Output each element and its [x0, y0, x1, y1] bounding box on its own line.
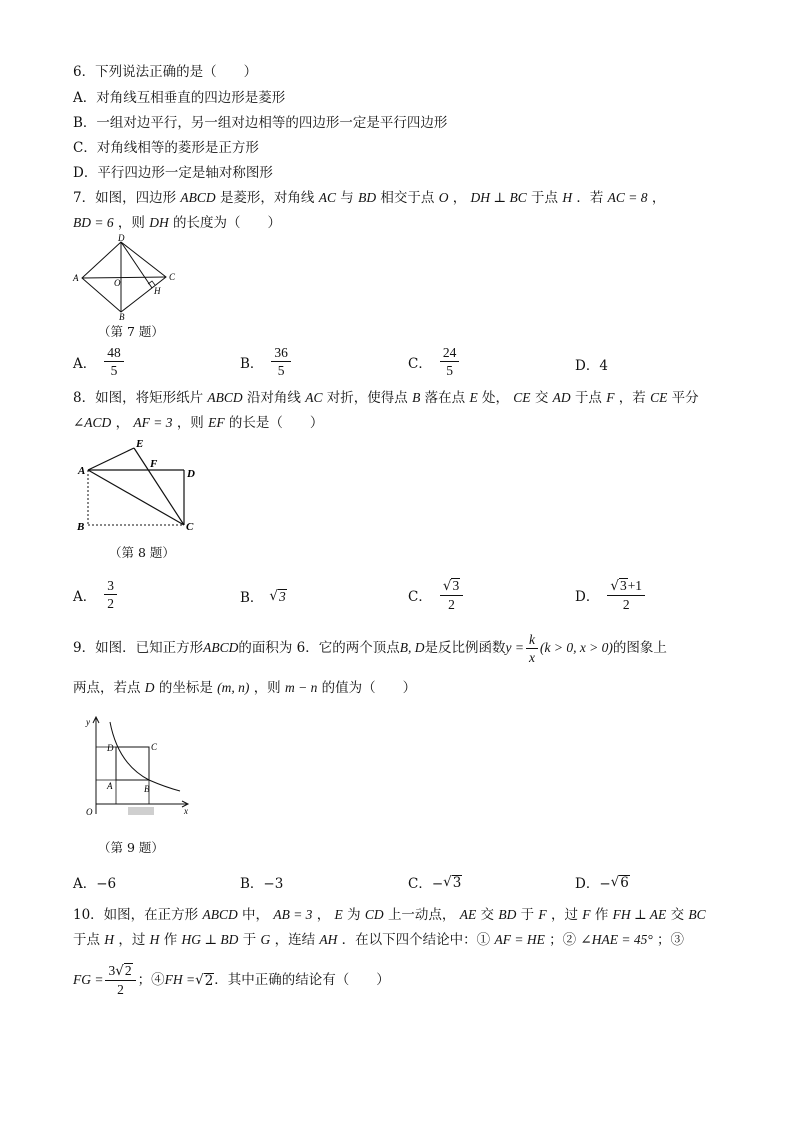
q6-option-c: C．对角线相等的菱形是正方形: [73, 140, 259, 156]
q10-text: 于: [242, 932, 257, 948]
q8-math: CE: [513, 390, 531, 405]
q7-option-b-fraction: [271, 345, 291, 378]
q10-text: 交: [670, 907, 685, 923]
q9-label-o: O: [86, 807, 93, 817]
q7-option-a-fraction: [104, 345, 124, 378]
fraction-numerator: 48: [104, 345, 124, 362]
q7-option-d: D．4: [575, 358, 608, 374]
q10-text: ，过: [550, 907, 578, 923]
q9-stem-line1: [73, 632, 667, 664]
q8-math: B: [412, 390, 421, 405]
q10-stem-line3: [73, 960, 390, 1000]
q10-math: H: [149, 932, 160, 947]
radicand: 2: [124, 963, 132, 978]
q7-stem-line1: [73, 188, 665, 208]
q10-math: AF = HE: [494, 932, 545, 947]
q10-text: ．其中正确的结论有（ ）: [214, 972, 390, 988]
radicand: 3: [619, 578, 627, 593]
q6-stem: 6．下列说法正确的是（ ）: [73, 64, 258, 80]
sqrt-sign: √: [269, 588, 279, 604]
q7-math: H: [562, 190, 573, 205]
q8-option-d-fraction: [607, 578, 645, 612]
q7-option-b: [240, 345, 293, 378]
q9-math: (k > 0, x > 0): [539, 640, 613, 655]
q7-math: ABCD: [180, 190, 216, 205]
q9-text: 两点，若点: [73, 680, 141, 696]
q9-label-a: A: [107, 781, 113, 791]
fraction-numerator: [440, 578, 463, 596]
q7-label-o: O: [114, 278, 121, 288]
q8-option-d: [575, 578, 647, 612]
q8-option-c-label: C．: [408, 589, 432, 605]
q10-stem-line2: [73, 930, 684, 950]
q8-text: 沿对角线: [246, 390, 301, 406]
q7-text: 7．如图，四边形: [73, 190, 177, 206]
q9-text: 的面积为 6．它的两个顶点: [238, 640, 400, 656]
q9-label-b: B: [144, 784, 150, 794]
q9-math: ABCD: [203, 640, 239, 655]
fraction-numerator: 24: [440, 345, 460, 362]
q10-math: FH =: [164, 972, 196, 987]
q9-k-over-x: [526, 632, 538, 665]
q10-text: ；③: [657, 932, 685, 948]
q7-math: AC: [318, 190, 336, 205]
q8-caption: （第 8 题）: [109, 545, 175, 560]
sqrt-sign: √: [115, 963, 124, 979]
q8-option-c: [408, 578, 465, 612]
q8-text: ，则: [176, 415, 204, 431]
coefficient: 3: [108, 963, 116, 978]
q10-fg-fraction: [105, 963, 135, 997]
q10-math: F: [582, 907, 591, 922]
q9-text: 的值为（ ）: [321, 680, 417, 696]
q10-math: H: [104, 932, 115, 947]
q8-text: ，: [115, 415, 130, 431]
q10-math: G: [260, 932, 271, 947]
q9-label-c: C: [151, 742, 158, 752]
q7-figure-rhombus: [66, 233, 186, 322]
q7-stem-line2: [73, 213, 281, 233]
q8-label-e: E: [136, 438, 144, 450]
fraction-denominator: 2: [622, 597, 630, 612]
q9-math: m − n: [284, 680, 318, 695]
q8-text: 落在点: [424, 390, 466, 406]
q9-label-d: D: [107, 743, 114, 753]
q8-label-f: F: [150, 458, 158, 470]
fraction-numerator: k: [526, 632, 538, 649]
q7-text: ，: [452, 190, 467, 206]
q10-math: ABCD: [202, 907, 238, 922]
q10-math: FH ⊥ AE: [612, 907, 667, 922]
q9-math: (m, n): [217, 680, 250, 695]
q9-text: 的图象上: [612, 640, 667, 656]
q10-text: 为: [347, 907, 361, 923]
sqrt-sign: √: [443, 874, 452, 890]
q8-option-b-label: B．: [240, 590, 264, 606]
sqrt-sign: √: [610, 578, 619, 594]
q7-math: BD: [358, 190, 377, 205]
q10-text: 交: [480, 907, 495, 923]
q9-option-c-label: C．−: [408, 876, 444, 892]
q8-text: 的长是（ ）: [228, 415, 324, 431]
q10-text: ，过: [118, 932, 146, 948]
q10-text: 上一动点，: [387, 907, 456, 923]
q9-text: 9．如图．已知正方形: [73, 640, 204, 656]
q9-option-b: B．−3: [240, 876, 284, 892]
q8-figure-rectangle: [74, 434, 204, 534]
q9-math: D: [144, 680, 155, 695]
q7-option-c-fraction: [440, 345, 460, 378]
q10-math: CD: [364, 907, 384, 922]
q7-option-a: [73, 345, 126, 378]
q8-option-d-label: D．: [575, 589, 600, 605]
q7-text: ．若: [576, 190, 604, 206]
q7-option-a-label: A．: [73, 355, 97, 372]
q8-math: F: [606, 390, 615, 405]
fraction-numerator: [105, 963, 135, 981]
sqrt-sign: √: [442, 578, 452, 594]
q9-text: 的坐标是: [158, 680, 213, 696]
q10-math: BC: [688, 907, 706, 922]
q8-stem-line2: [73, 413, 323, 433]
q8-label-b: B: [77, 521, 85, 533]
fraction-numerator: 36: [271, 345, 291, 362]
q9-math: y =: [505, 640, 524, 655]
sqrt-sign: √: [195, 972, 204, 988]
q9-label-x: x: [184, 806, 188, 816]
q7-math: BD = 6: [73, 215, 114, 230]
q8-label-a: A: [78, 465, 86, 477]
q10-math: AB = 3: [273, 907, 313, 922]
q7-option-c: [408, 345, 461, 378]
q10-text: ，连结: [274, 932, 316, 948]
q9-option-d-label: D．−: [575, 876, 611, 892]
q9-stem-line2: [73, 678, 416, 698]
q8-text: 平分: [671, 390, 699, 406]
q8-math: AD: [552, 390, 571, 405]
q10-math: AH: [319, 932, 338, 947]
q10-math: BD: [498, 907, 517, 922]
q7-label-d: D: [118, 233, 125, 243]
q10-text: 中，: [242, 907, 270, 923]
radicand: 3: [279, 588, 286, 604]
q9-math: B, D: [399, 640, 425, 655]
q7-label-b: B: [119, 312, 125, 322]
q10-text: 于: [520, 907, 535, 923]
q7-text: 相交于点: [380, 190, 435, 206]
q8-math: E: [469, 390, 478, 405]
q8-option-a: [73, 578, 119, 611]
q6-option-d: D．平行四边形一定是轴对称图形: [73, 165, 273, 181]
radicand: 3: [452, 578, 460, 593]
fraction-denominator: 2: [117, 982, 124, 997]
q10-math: F: [538, 907, 547, 922]
q10-text: 10．如图，在正方形: [73, 907, 199, 923]
q8-text: 交: [534, 390, 549, 406]
q7-option-c-label: C．: [408, 355, 432, 372]
q8-label-d: D: [187, 468, 195, 480]
fraction-denominator: 5: [277, 363, 285, 378]
q8-text: 对折，使得点: [326, 390, 408, 406]
fraction-denominator: 2: [448, 597, 455, 612]
q8-option-a-label: A．: [73, 588, 97, 605]
q8-option-c-fraction: [440, 578, 463, 612]
fraction-numerator: [607, 578, 645, 596]
q10-text: 作: [594, 907, 609, 923]
q7-text: 与: [340, 190, 354, 206]
q7-math: DH ⊥ BC: [470, 190, 527, 205]
q8-math: ABCD: [207, 390, 243, 405]
q8-label-c: C: [186, 521, 194, 533]
q9-caption: （第 9 题）: [98, 840, 164, 855]
q10-math: AE: [459, 907, 477, 922]
q10-text: ．在以下四个结论中：①: [341, 932, 491, 948]
q9-figure-graph: [80, 714, 195, 826]
fraction-denominator: 2: [107, 596, 114, 611]
fraction-denominator: x: [528, 649, 535, 665]
q6-option-b: B．一组对边平行，另一组对边相等的四边形一定是平行四边形: [73, 115, 448, 131]
q10-math: E: [334, 907, 343, 922]
q8-option-b: [240, 586, 287, 606]
q7-text: 的长度为（ ）: [173, 215, 281, 231]
q9-option-c: [408, 872, 462, 892]
sqrt-sign: √: [610, 874, 620, 890]
q7-label-a: A: [73, 273, 79, 283]
q10-math: FG =: [73, 972, 104, 987]
q10-stem-line1: [73, 905, 706, 925]
q8-math: AF = 3: [133, 415, 173, 430]
q10-text: 作: [163, 932, 178, 948]
q8-math: EF: [208, 415, 225, 430]
radicand: 3: [452, 874, 462, 891]
q9-option-a: A．−6: [73, 876, 117, 892]
q7-label-h: H: [154, 286, 161, 296]
radicand: 2: [204, 972, 214, 989]
q7-text: 是菱形，对角线: [219, 190, 315, 206]
q8-math: CE: [650, 390, 668, 405]
fraction-numerator: 3: [104, 578, 117, 595]
q8-option-a-fraction: [104, 578, 117, 611]
q7-option-b-label: B．: [240, 355, 264, 372]
q8-text: 8．如图，将矩形纸片: [73, 390, 204, 406]
q7-text: 于点: [531, 190, 559, 206]
q7-math: AC = 8: [607, 190, 648, 205]
q10-math: ∠HAE = 45°: [580, 932, 653, 947]
q6-option-a: A．对角线互相垂直的四边形是菱形: [73, 90, 286, 106]
q7-math: O: [438, 190, 449, 205]
q9-label-y: y: [86, 717, 90, 727]
numerator-rest: +1: [627, 578, 643, 593]
q8-text: 处，: [481, 390, 509, 406]
q8-text: ，若: [618, 390, 646, 406]
q7-text: ，则: [117, 215, 145, 231]
fraction-denominator: 5: [446, 363, 453, 378]
q7-math: DH: [149, 215, 169, 230]
q9-option-d: [575, 872, 630, 892]
q7-text: ，: [651, 190, 666, 206]
q10-text: ；②: [549, 932, 577, 948]
q8-math: AC: [305, 390, 323, 405]
q7-caption: （第 7 题）: [98, 324, 164, 339]
fraction-denominator: 5: [110, 363, 118, 378]
q10-text: ；④: [137, 972, 165, 988]
q8-text: 于点: [574, 390, 602, 406]
q10-text: 于点: [73, 932, 100, 948]
q8-math: ∠ACD: [73, 415, 112, 430]
q10-text: ，: [316, 907, 331, 923]
q8-stem-line1: [73, 388, 699, 408]
q7-label-c: C: [169, 272, 176, 282]
q9-text: ，则: [253, 680, 281, 696]
q9-text: 是反比例函数: [424, 640, 506, 656]
q10-math: HG ⊥ BD: [181, 932, 239, 947]
radicand: 6: [620, 874, 629, 891]
